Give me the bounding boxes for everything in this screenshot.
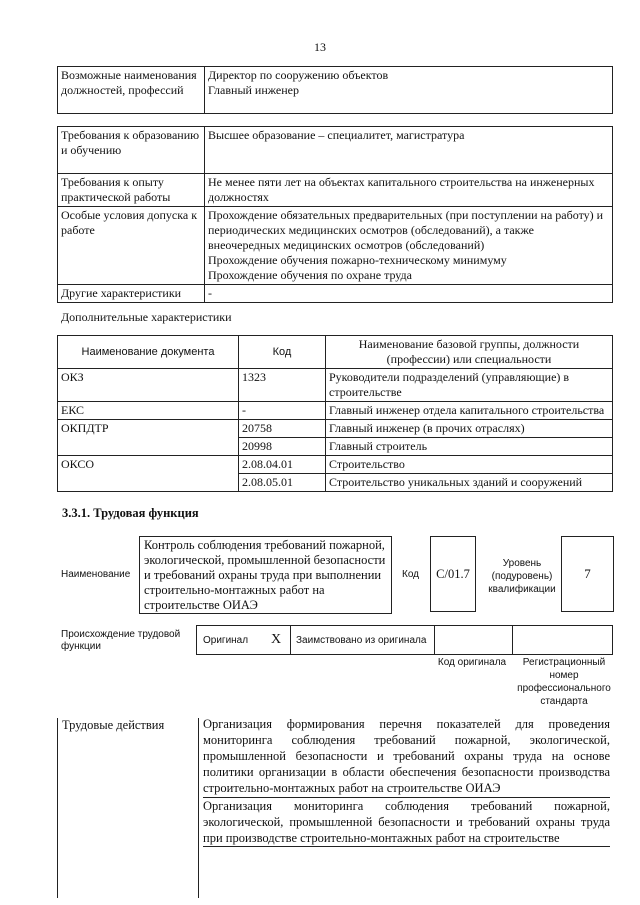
code-label: Код — [402, 569, 420, 580]
code-orig-label: Код оригинала — [437, 657, 507, 668]
cell-doc: ЕКС — [58, 402, 239, 420]
req-value: - — [205, 285, 613, 303]
table-row — [58, 420, 613, 438]
cell-code: 2.08.05.01 — [239, 474, 326, 492]
cell-doc: ОКПДТР — [58, 420, 239, 438]
cell-doc: ОКЗ — [58, 369, 239, 402]
position-item: Главный инженер — [208, 83, 299, 97]
req-label: Особые условия допуска к работе — [58, 207, 205, 285]
req-line: Прохождение обязательных предварительных (при поступлении на работу) и периодических медицинских осмотров (обследований), а также внеочередных медицинских осмотров (обследований) — [208, 208, 604, 252]
cell-code: 20758 — [239, 420, 326, 438]
cell-code: - — [239, 402, 326, 420]
page-number: 13 — [314, 40, 326, 54]
requirements-table — [57, 126, 613, 303]
table-row — [58, 438, 613, 456]
borrowed-label: Заимствовано из оригинала — [296, 635, 427, 646]
level-value: 7 — [561, 536, 614, 612]
reg-label: Регистрационный номер профессионального стандарта — [517, 657, 611, 707]
name-label: Наименование — [61, 569, 131, 580]
action-item: Организация формирования перечня показателей для проведения мониторинга соблюдения требований пожарной, экологической, промышленной безопасности и требований охраны труда на основе политики организации в области обеспечения безопасности производства строительно-монтажных работ на строительстве ОИАЭ — [203, 716, 610, 798]
table-row — [58, 474, 613, 492]
origin-row — [196, 625, 613, 655]
positions-table — [57, 66, 613, 114]
function-name: Контроль соблюдения требований пожарной, экологической, промышленной безопасности и требований охраны труда при выполнении строительно-монтажных работ на строительстве ОИАЭ — [139, 536, 392, 614]
cell-doc — [58, 438, 239, 456]
actions-divider — [198, 718, 199, 898]
origin-divider — [290, 626, 291, 654]
cell-doc: ОКСО — [58, 456, 239, 474]
col-header-code: Код — [239, 336, 326, 369]
origin-label: Происхождение трудовой функции — [61, 629, 181, 652]
original-label: Оригинал — [203, 635, 249, 646]
level-label: Уровень (подуровень) квалификации — [488, 558, 556, 595]
cell-name: Главный строитель — [326, 438, 613, 456]
req-value — [205, 207, 613, 285]
function-heading: 3.3.1. Трудовая функция — [62, 506, 199, 520]
cell-code: 20998 — [239, 438, 326, 456]
cell-name: Главный инженер отдела капитального строительства — [326, 402, 613, 420]
table-row — [58, 456, 613, 474]
req-label: Требования к образованию и обучению — [58, 127, 205, 174]
col-header-name: Наименование базовой группы, должности (профессии) или специальности — [326, 336, 613, 369]
additional-title: Дополнительные характеристики — [61, 310, 232, 324]
req-label: Требования к опыту практической работы — [58, 174, 205, 207]
original-mark: X — [271, 632, 282, 647]
positions-values — [205, 67, 613, 114]
req-line: Прохождение обучения по охране труда — [208, 268, 412, 282]
col-header-doc: Наименование документа — [58, 336, 239, 369]
req-line: Прохождение обучения пожарно-техническому минимуму — [208, 253, 507, 267]
origin-divider — [434, 626, 435, 654]
req-value: Не менее пяти лет на объектах капитального строительства на инженерных должностях — [205, 174, 613, 207]
positions-label: Возможные наименования должностей, профессий — [58, 67, 205, 114]
cell-name: Руководители подразделений (управляющие) в строительстве — [326, 369, 613, 402]
cell-code: 2.08.04.01 — [239, 456, 326, 474]
origin-divider — [512, 626, 513, 654]
function-code: C/01.7 — [430, 536, 476, 612]
cell-doc — [58, 474, 239, 492]
req-value: Высшее образование – специалитет, магистратура — [205, 127, 613, 174]
position-item: Директор по сооружению объектов — [208, 68, 389, 82]
cell-code: 1323 — [239, 369, 326, 402]
req-label: Другие характеристики — [58, 285, 205, 303]
actions-label: Трудовые действия — [62, 718, 165, 732]
cell-name: Строительство — [326, 456, 613, 474]
cell-name: Строительство уникальных зданий и сооружений — [326, 474, 613, 492]
additional-table — [57, 335, 613, 492]
actions-left-border — [57, 718, 58, 898]
action-item: Организация мониторинга соблюдения требований пожарной, экологической, промышленной безопасности и требований охраны труда при производстве строительно-монтажных работ на строительстве — [203, 799, 610, 845]
cell-name: Главный инженер (в прочих отраслях) — [326, 420, 613, 438]
table-row — [58, 369, 613, 402]
table-row — [58, 402, 613, 420]
